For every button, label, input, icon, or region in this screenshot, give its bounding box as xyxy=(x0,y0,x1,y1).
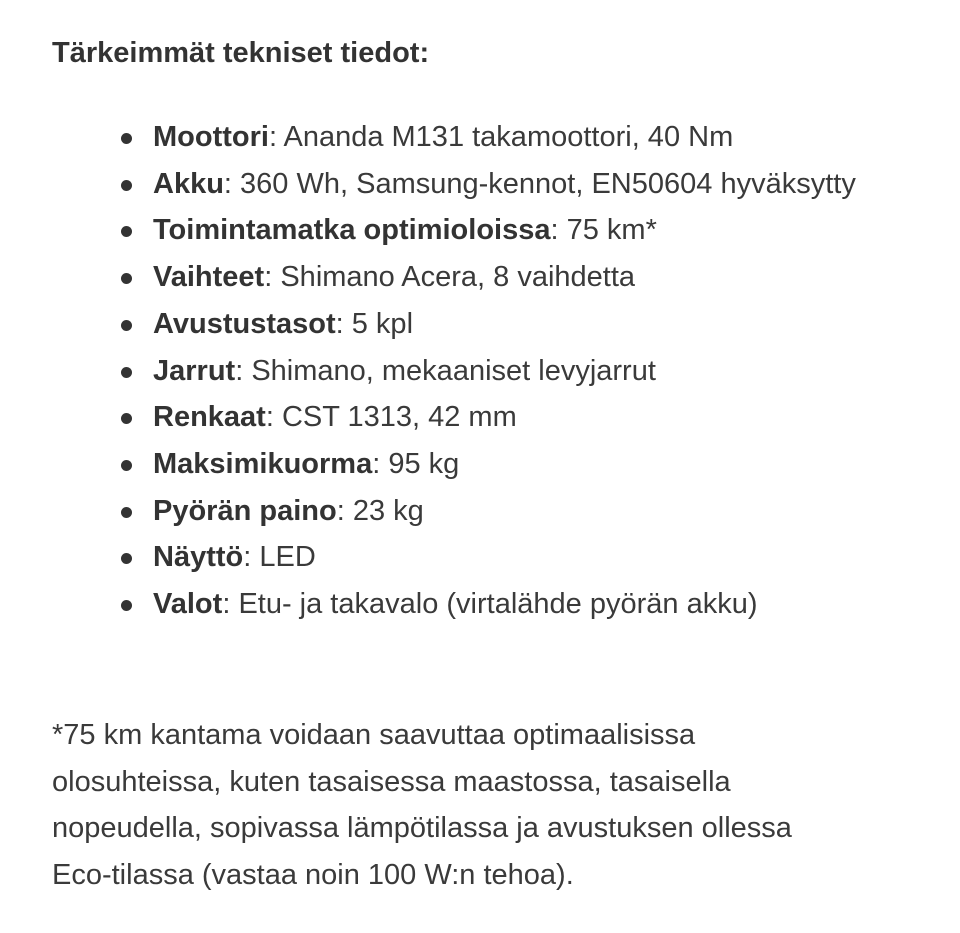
spec-separator: : xyxy=(264,261,281,294)
bullet-icon xyxy=(121,320,132,331)
spec-item-max-load xyxy=(0,441,933,488)
spec-value: 75 km* xyxy=(566,214,657,247)
spec-label: Avustustasot xyxy=(153,307,336,340)
spec-item-lights xyxy=(0,581,933,628)
spec-label: Vaihteet xyxy=(153,261,265,294)
bullet-icon xyxy=(121,600,132,611)
spec-label: Renkaat xyxy=(153,401,266,434)
spec-value: Shimano, mekaaniset levyjarrut xyxy=(251,354,656,387)
bullet-icon xyxy=(121,226,132,237)
bullet-icon xyxy=(121,507,132,518)
spec-separator: : xyxy=(336,494,353,527)
spec-item-brakes xyxy=(0,348,933,395)
spec-label: Toimintamatka optimioloissa xyxy=(153,214,551,247)
spec-item-range xyxy=(0,207,933,254)
spec-separator: : xyxy=(222,588,239,621)
spec-separator: : xyxy=(268,121,284,153)
spec-separator: : xyxy=(372,447,389,480)
spec-label: Valot xyxy=(153,588,223,621)
spec-item-weight xyxy=(0,488,933,535)
spec-value: 23 kg xyxy=(352,494,424,527)
bullet-icon xyxy=(121,133,132,144)
spec-value: 360 Wh, Samsung-kennot, EN50604 hyväksytty xyxy=(240,167,856,200)
spec-separator: : xyxy=(335,307,352,340)
range-footnote: *75 km kantama voidaan saavuttaa optimaalisissa olosuhteissa, kuten tasaisessa maastossa, tasaisella nopeudella, sopivassa lämpötilassa ja avustuksen ollessa Eco-tilassa (vastaa noin 100 W:n tehoa). xyxy=(52,719,792,892)
bullet-icon xyxy=(121,367,132,378)
spec-item-tires xyxy=(0,394,933,441)
spec-separator: : xyxy=(265,401,282,434)
spec-label: Akku xyxy=(153,167,224,200)
spec-value: 5 kpl xyxy=(351,307,414,340)
spec-value: Etu- ja takavalo (virtalähde pyörän akku) xyxy=(238,588,758,621)
section-heading: Tärkeimmät tekniset tiedot: xyxy=(52,37,430,69)
spec-label: Maksimikuorma xyxy=(153,447,373,480)
spec-label: Näyttö xyxy=(153,541,244,574)
spec-separator: : xyxy=(223,167,241,200)
spec-label: Moottori xyxy=(153,121,269,153)
spec-item-battery xyxy=(0,161,933,208)
spec-item-gears xyxy=(0,254,933,301)
spec-value: 95 kg xyxy=(388,447,460,480)
spec-item-motor xyxy=(0,114,933,161)
spec-item-assist-levels xyxy=(0,301,933,348)
spec-value: CST 1313, 42 mm xyxy=(281,401,517,434)
spec-list xyxy=(0,114,900,628)
bullet-icon xyxy=(121,273,132,284)
spec-label: Pyörän paino xyxy=(153,494,337,527)
bullet-icon xyxy=(121,553,132,564)
spec-item-display xyxy=(0,534,933,581)
bullet-icon xyxy=(121,180,132,191)
spec-separator: : xyxy=(550,214,567,247)
spec-value: Ananda M131 takamoottori, 40 Nm xyxy=(283,121,734,153)
spec-separator: : xyxy=(235,354,252,387)
spec-value: LED xyxy=(259,541,316,574)
spec-label: Jarrut xyxy=(153,354,236,387)
bullet-icon xyxy=(121,460,132,471)
bullet-icon xyxy=(121,413,132,424)
spec-value: Shimano Acera, 8 vaihdetta xyxy=(280,261,636,294)
spec-separator: : xyxy=(243,541,260,574)
